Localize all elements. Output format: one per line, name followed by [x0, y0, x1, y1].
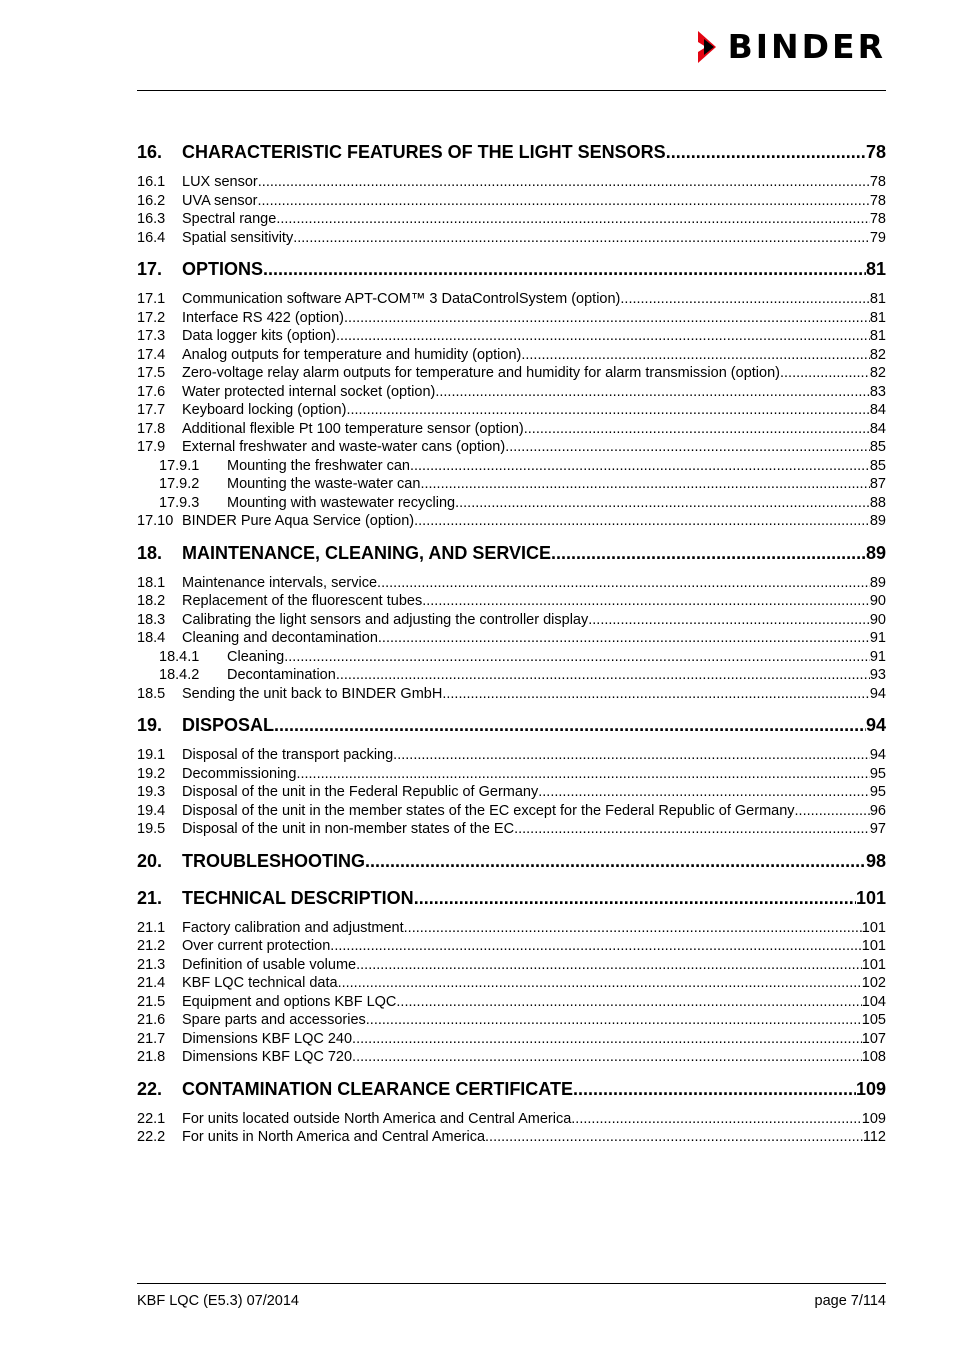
toc-entry-page: 85 — [869, 439, 886, 455]
toc-entry-title: Data logger kits (option) — [182, 328, 336, 344]
toc-dot-leader — [336, 666, 870, 685]
toc-entry-title: Dimensions KBF LQC 720 — [182, 1049, 353, 1065]
toc-section — [137, 254, 886, 531]
toc-entry-number: 16.1 — [137, 174, 166, 190]
toc-dot-leader — [620, 290, 869, 309]
toc-entry-page: 109 — [855, 1078, 886, 1099]
toc-entry-page: 107 — [861, 1030, 886, 1047]
toc-subsection-entry[interactable] — [137, 309, 886, 328]
toc-entry-title: Communication software APT-COM™ 3 DataControlSystem (option) — [182, 291, 621, 307]
toc-entry-page: 96 — [869, 802, 886, 819]
toc-subsection-entry[interactable] — [137, 512, 886, 531]
toc-entry-page: 82 — [869, 346, 886, 363]
toc-dot-leader — [258, 173, 870, 192]
toc-entry-number: 16.2 — [137, 192, 166, 209]
toc-entry-page: 95 — [869, 784, 886, 800]
toc-entry-page: 94 — [869, 685, 886, 702]
toc-dot-leader — [274, 710, 866, 740]
toc-entry-title: MAINTENANCE, CLEANING, AND SERVICE — [182, 542, 552, 563]
toc-dot-leader — [410, 457, 870, 476]
toc-dot-leader — [420, 475, 869, 494]
toc-entry-number: 18.2 — [137, 593, 166, 609]
toc-entry-page: 109 — [861, 1110, 886, 1127]
toc-entry-page: 97 — [869, 821, 886, 837]
toc-dot-leader — [404, 919, 862, 938]
toc-dot-leader — [377, 574, 870, 593]
toc-entry-title: Decontamination — [227, 667, 336, 683]
toc-dot-leader — [263, 254, 866, 284]
toc-dot-leader — [551, 538, 866, 568]
toc-entry-title: Equipment and options KBF LQC — [182, 993, 397, 1010]
toc-dot-leader — [330, 937, 862, 956]
toc-subsection-entry[interactable] — [137, 420, 886, 439]
toc-chapter-entry[interactable] — [137, 883, 886, 913]
toc-entry-page: 90 — [869, 593, 886, 609]
toc-entry-number: 17.5 — [137, 365, 166, 381]
header-divider — [137, 90, 886, 91]
toc-dot-leader — [365, 846, 866, 876]
toc-entry-page: 95 — [869, 765, 886, 782]
toc-subsection-entry[interactable] — [137, 820, 886, 839]
toc-entry-number: 19.1 — [137, 747, 166, 763]
toc-section — [137, 538, 886, 704]
toc-entry-title: For units in North America and Central America — [182, 1129, 486, 1145]
toc-entry-title: Decommissioning — [182, 765, 297, 782]
toc-subsection-entry[interactable] — [137, 438, 886, 457]
toc-entry-page: 112 — [862, 1129, 886, 1145]
toc-subsection-entry[interactable] — [137, 629, 886, 648]
toc-entry-number: 16. — [137, 142, 163, 162]
toc-entry-page: 85 — [869, 457, 886, 474]
toc-dot-leader — [571, 1110, 862, 1129]
toc-entry-page: 101 — [855, 887, 886, 908]
toc-entry-number: 19.5 — [137, 821, 166, 837]
toc-entry-number: 18.5 — [137, 685, 166, 702]
toc-dot-leader — [284, 648, 870, 667]
toc-dot-leader — [795, 802, 870, 821]
toc-entry-title: For units located outside North America and Central America — [182, 1110, 572, 1127]
toc-dot-leader — [414, 883, 856, 913]
toc-entry-number: 16.4 — [137, 229, 166, 246]
toc-subsection-entry[interactable] — [137, 290, 886, 309]
toc-subsection-entry[interactable] — [137, 592, 886, 611]
toc-chapter-entry[interactable] — [137, 254, 886, 284]
toc-entry-title: Over current protection — [182, 938, 331, 954]
toc-entry-page: 81 — [869, 309, 886, 326]
toc-entry-title: Mounting the waste-water can — [227, 476, 421, 492]
toc-entry-number: 18.3 — [137, 611, 166, 628]
toc-entry-title: Spectral range — [182, 211, 277, 227]
toc-subsection-entry[interactable] — [137, 229, 886, 248]
toc-entry-page: 78 — [869, 211, 886, 227]
toc-dot-leader — [573, 1074, 856, 1104]
toc-entry-number: 21.8 — [137, 1049, 166, 1065]
toc-entry-number: 17.2 — [137, 309, 166, 326]
toc-entry-number: 19.3 — [137, 784, 166, 800]
toc-entry-number: 22.2 — [137, 1129, 166, 1145]
toc-subsection-entry[interactable] — [137, 1110, 886, 1129]
toc-subsection-entry[interactable] — [137, 937, 886, 956]
toc-entry-title: Disposal of the transport packing — [182, 747, 394, 763]
toc-section — [137, 883, 886, 1067]
toc-entry-title: KBF LQC technical data — [182, 975, 338, 991]
footer-divider — [137, 1283, 886, 1284]
toc-dot-leader — [524, 420, 870, 439]
toc-entry-number: 17.3 — [137, 328, 166, 344]
toc-chapter-entry[interactable] — [137, 710, 886, 740]
toc-subsection-entry[interactable] — [137, 401, 886, 420]
toc-entry-page: 84 — [869, 402, 886, 418]
toc-entry-title: TROUBLESHOOTING — [182, 850, 365, 871]
toc-subsection-entry[interactable] — [137, 611, 886, 630]
toc-section — [137, 710, 886, 839]
toc-entry-number: 19.4 — [137, 802, 166, 819]
toc-entry-title: CONTAMINATION CLEARANCE CERTIFICATE — [182, 1078, 573, 1099]
toc-subsection-entry[interactable] — [137, 746, 886, 765]
toc-subsection-entry[interactable] — [137, 685, 886, 704]
toc-entry-page: 79 — [869, 229, 886, 246]
toc-dot-leader — [485, 1128, 863, 1147]
toc-entry-title: Maintenance intervals, service — [182, 574, 378, 591]
toc-entry-number: 17.1 — [137, 291, 166, 307]
toc-entry-title: Replacement of the fluorescent tubes — [182, 593, 423, 609]
toc-entry-page: 78 — [869, 174, 886, 190]
toc-dot-leader — [414, 512, 870, 531]
toc-entry-number: 21.5 — [137, 993, 166, 1010]
toc-entry-number: 17.9.1 — [159, 457, 200, 474]
toc-entry-page: 89 — [869, 513, 886, 529]
toc-entry-number: 21.4 — [137, 975, 166, 991]
toc-dot-leader — [344, 309, 870, 328]
toc-entry-title: UVA sensor — [182, 192, 258, 209]
toc-entry-page: 89 — [869, 574, 886, 591]
toc-entry-number: 22. — [137, 1078, 163, 1099]
toc-entry-number: 19.2 — [137, 765, 166, 782]
toc-entry-number: 17.9 — [137, 439, 166, 455]
table-of-contents — [137, 137, 886, 1154]
toc-entry-page: 81 — [865, 259, 886, 279]
toc-entry-title: CHARACTERISTIC FEATURES OF THE LIGHT SENSORS — [182, 142, 666, 162]
toc-entry-title: Analog outputs for temperature and humidity (option) — [182, 346, 522, 363]
toc-entry-title: Water protected internal socket (option) — [182, 383, 436, 400]
toc-entry-number: 18.4.1 — [159, 648, 200, 665]
toc-subsection-entry[interactable] — [137, 974, 886, 993]
toc-entry-title: Mounting the freshwater can — [227, 457, 410, 474]
toc-entry-number: 16.3 — [137, 211, 166, 227]
toc-subsection-entry[interactable] — [137, 1128, 886, 1147]
toc-entry-page: 83 — [869, 383, 886, 400]
toc-subsubsection-entry[interactable] — [137, 666, 886, 685]
toc-entry-title: Definition of usable volume — [182, 956, 357, 973]
toc-subsection-entry[interactable] — [137, 956, 886, 975]
toc-entry-title: Disposal of the unit in the Federal Republic of Germany — [182, 784, 539, 800]
binder-logo — [698, 27, 886, 66]
toc-section — [137, 1074, 886, 1147]
toc-subsection-entry[interactable] — [137, 783, 886, 802]
toc-dot-leader — [455, 494, 870, 513]
toc-entry-page: 98 — [865, 850, 886, 871]
toc-entry-number: 21.2 — [137, 938, 166, 954]
toc-entry-number: 21.1 — [137, 919, 166, 936]
toc-chapter-entry[interactable] — [137, 538, 886, 568]
toc-dot-leader — [352, 1030, 862, 1049]
toc-entry-number: 17.9.2 — [159, 476, 200, 492]
toc-entry-page: 108 — [861, 1049, 886, 1065]
toc-entry-title: Disposal of the unit in non-member states of the EC — [182, 821, 515, 837]
toc-section — [137, 846, 886, 876]
toc-dot-leader — [396, 993, 861, 1012]
toc-entry-number: 17.9.3 — [159, 494, 200, 511]
toc-section — [137, 137, 886, 247]
toc-entry-number: 21. — [137, 887, 163, 908]
toc-entry-number: 20. — [137, 850, 163, 871]
toc-subsubsection-entry[interactable] — [137, 475, 886, 494]
toc-chapter-entry[interactable] — [137, 137, 886, 167]
toc-dot-leader — [336, 327, 870, 346]
toc-entry-title: OPTIONS — [182, 259, 264, 279]
toc-entry-number: 18. — [137, 542, 163, 563]
toc-entry-title: Disposal of the unit in the member states of the EC except for the Federal Republic of Germany — [182, 802, 795, 819]
toc-dot-leader — [276, 210, 870, 229]
toc-entry-title: Mounting with wastewater recycling — [227, 494, 456, 511]
toc-entry-page: 78 — [865, 142, 886, 162]
toc-entry-title: Spare parts and accessories — [182, 1012, 366, 1028]
toc-entry-page: 81 — [869, 328, 886, 344]
toc-subsubsection-entry[interactable] — [137, 648, 886, 667]
toc-entry-number: 17.8 — [137, 420, 166, 437]
toc-subsubsection-entry[interactable] — [137, 457, 886, 476]
toc-entry-page: 102 — [861, 975, 886, 991]
brand-name: BINDER — [727, 27, 886, 66]
toc-entry-page: 84 — [869, 420, 886, 437]
toc-entry-title: Cleaning and decontamination — [182, 630, 378, 646]
toc-entry-page: 91 — [869, 648, 886, 665]
toc-entry-title: BINDER Pure Aqua Service (option) — [182, 513, 415, 529]
toc-subsection-entry[interactable] — [137, 327, 886, 346]
toc-subsection-entry[interactable] — [137, 574, 886, 593]
toc-entry-title: External freshwater and waste-water cans (option) — [182, 439, 506, 455]
toc-entry-title: DISPOSAL — [182, 715, 275, 735]
toc-entry-number: 17.6 — [137, 383, 166, 400]
toc-subsection-entry[interactable] — [137, 173, 886, 192]
toc-entry-page: 104 — [861, 993, 886, 1010]
toc-dot-leader — [666, 137, 866, 167]
toc-entry-page: 101 — [861, 956, 886, 973]
toc-subsection-entry[interactable] — [137, 1048, 886, 1067]
toc-entry-title: Zero-voltage relay alarm outputs for temperature and humidity for alarm transmission (option) — [182, 365, 780, 381]
toc-subsection-entry[interactable] — [137, 765, 886, 784]
toc-subsection-entry[interactable] — [137, 383, 886, 402]
toc-entry-page: 91 — [869, 630, 886, 646]
toc-dot-leader — [296, 765, 869, 784]
toc-entry-title: Factory calibration and adjustment — [182, 919, 404, 936]
toc-entry-title: Cleaning — [227, 648, 285, 665]
toc-entry-number: 17. — [137, 259, 163, 279]
toc-entry-page: 94 — [869, 747, 886, 763]
toc-subsection-entry[interactable] — [137, 346, 886, 365]
toc-dot-leader — [422, 592, 870, 611]
toc-dot-leader — [435, 383, 870, 402]
toc-subsection-entry[interactable] — [137, 993, 886, 1012]
toc-dot-leader — [521, 346, 870, 365]
toc-entry-number: 18.4 — [137, 630, 166, 646]
toc-entry-page: 105 — [861, 1012, 886, 1028]
toc-entry-number: 17.4 — [137, 346, 166, 363]
toc-dot-leader — [356, 956, 862, 975]
toc-chapter-entry[interactable] — [137, 846, 886, 876]
toc-entry-number: 19. — [137, 715, 163, 735]
toc-chapter-entry[interactable] — [137, 1074, 886, 1104]
toc-dot-leader — [442, 685, 870, 704]
toc-entry-page: 101 — [861, 919, 886, 936]
toc-entry-number: 21.3 — [137, 956, 166, 973]
toc-entry-page: 89 — [865, 542, 886, 563]
toc-dot-leader — [588, 611, 870, 630]
toc-subsection-entry[interactable] — [137, 192, 886, 211]
toc-dot-leader — [505, 438, 870, 457]
page-number: page 7/114 — [814, 1293, 886, 1309]
toc-entry-title: TECHNICAL DESCRIPTION — [182, 887, 414, 908]
toc-dot-leader — [352, 1048, 862, 1067]
toc-entry-number: 21.7 — [137, 1030, 166, 1047]
toc-dot-leader — [258, 192, 870, 211]
toc-entry-page: 94 — [865, 715, 886, 735]
toc-entry-title: Dimensions KBF LQC 240 — [182, 1030, 353, 1047]
toc-entry-title: Spatial sensitivity — [182, 229, 294, 246]
toc-entry-number: 22.1 — [137, 1110, 166, 1127]
toc-entry-title: Interface RS 422 (option) — [182, 309, 345, 326]
toc-dot-leader — [346, 401, 869, 420]
toc-subsection-entry[interactable] — [137, 919, 886, 938]
toc-dot-leader — [514, 820, 870, 839]
toc-dot-leader — [366, 1011, 862, 1030]
toc-dot-leader — [538, 783, 870, 802]
toc-subsection-entry[interactable] — [137, 210, 886, 229]
toc-entry-title: Keyboard locking (option) — [182, 402, 347, 418]
toc-subsection-entry[interactable] — [137, 802, 886, 821]
toc-dot-leader — [780, 364, 870, 383]
toc-entry-page: 101 — [861, 938, 886, 954]
toc-entry-title: Additional flexible Pt 100 temperature sensor (option) — [182, 420, 524, 437]
toc-entry-title: Calibrating the light sensors and adjusting the controller display — [182, 611, 589, 628]
toc-entry-page: 93 — [869, 667, 886, 683]
toc-subsection-entry[interactable] — [137, 1011, 886, 1030]
toc-entry-title: Sending the unit back to BINDER GmbH — [182, 685, 443, 702]
toc-subsection-entry[interactable] — [137, 1030, 886, 1049]
toc-dot-leader — [293, 229, 870, 248]
toc-subsection-entry[interactable] — [137, 364, 886, 383]
toc-dot-leader — [378, 629, 870, 648]
toc-entry-page: 88 — [869, 494, 886, 511]
toc-subsubsection-entry[interactable] — [137, 494, 886, 513]
toc-entry-page: 81 — [869, 291, 886, 307]
toc-entry-page: 90 — [869, 611, 886, 628]
binder-logo-mark-icon — [698, 31, 722, 63]
toc-entry-page: 87 — [869, 476, 886, 492]
document-id: KBF LQC (E5.3) 07/2014 — [137, 1293, 299, 1309]
toc-entry-number: 21.6 — [137, 1012, 166, 1028]
toc-entry-title: LUX sensor — [182, 174, 258, 190]
toc-entry-number: 17.10 — [137, 513, 174, 529]
toc-entry-page: 82 — [869, 365, 886, 381]
toc-entry-page: 78 — [869, 192, 886, 209]
toc-entry-number: 18.4.2 — [159, 667, 200, 683]
toc-dot-leader — [338, 974, 862, 993]
toc-entry-number: 17.7 — [137, 402, 166, 418]
toc-entry-number: 18.1 — [137, 574, 166, 591]
toc-dot-leader — [393, 746, 870, 765]
